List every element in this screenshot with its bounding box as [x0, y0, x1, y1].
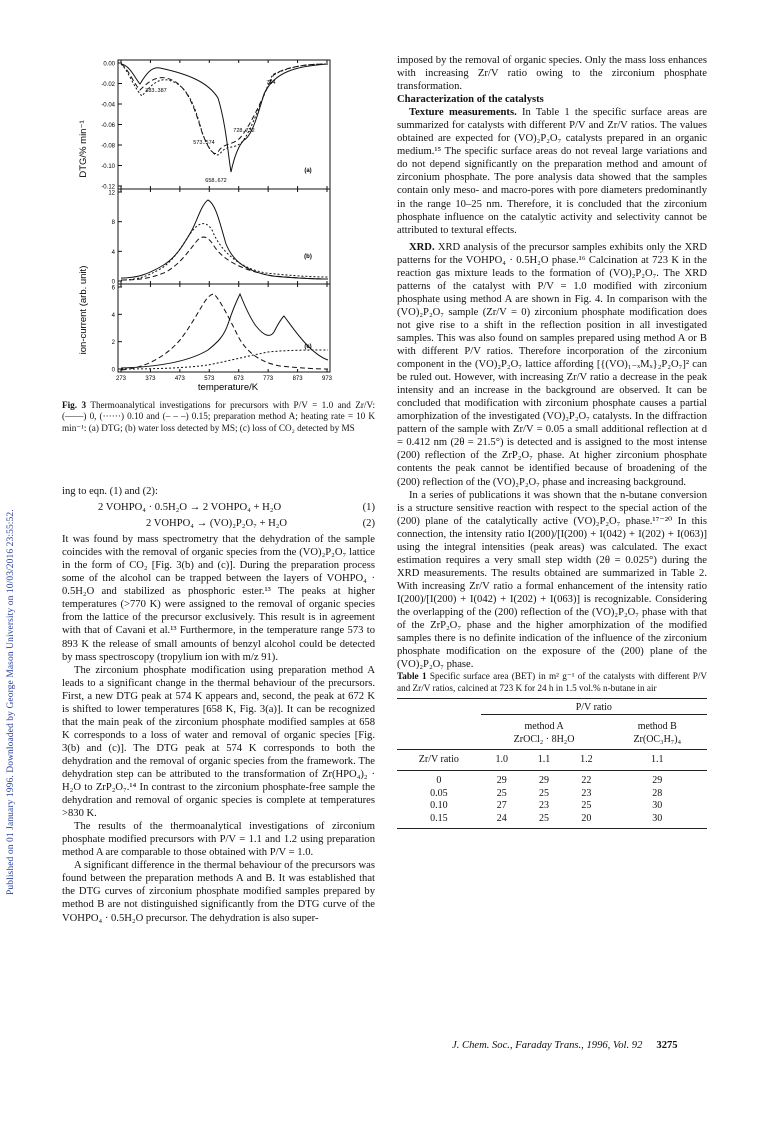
panel-frame-c: [118, 284, 330, 372]
x-tick-label: 373: [145, 376, 156, 382]
xrd-body: XRD analysis of the precursor samples exhibits only the XRD patterns for the VOHPO₄ · 0.5H₂O phase.¹⁶ Calcination at 723 K in the reaction gas mixture leads to the formation of (VO)₂P₂O₇. The XRD patterns of the catalyst with P/V = 1.0 modified with zirconium phosphate using method A are shown in Fig. 4. In comparison with the (VO)₂P₂O₇ sample (Zr/V = 0) zirconium phosphate modification does not give rise to a shift in the reflection position in all investigated samples. This was also found on samples prepared using method A or B with different P/V ratios. Therefore incorporation of the zirconium component in the (VO)₂P₂O₇ lattice affording [{(VO)₁₋ₓMₓ}₂P₂O₇]² can be ruled out. However, with increasing Zr/V ratio a decrease in the peak intensity and an increase in the background are observed. It can be concluded that modification with zirconium phosphate causes a partial amorphization of the investigated (VO)₂P₂O₇ catalysts. In the diffraction pattern of the sample with Zr/V = 0.05 a small additional reflection at d = 0.412 nm (2θ = 21.5°) is detected and is assigned to the most intense (200) reflection of the ZrP₂O₇ phase. At higher zirconium phosphate contents the peak cannot be identified because of broadening of the (200) reflection of the (VO)₂P₂O₇ phase and increasing background.: [397, 241, 707, 488]
table-row: [397, 788, 707, 800]
equation-2-number: (2): [362, 518, 375, 530]
page-number: 3275: [656, 1040, 678, 1051]
y-tick-label: 0.00: [103, 61, 115, 68]
table-method-b-sub: Zr(OC₃H₇)₄: [633, 733, 682, 745]
xrd-paragraph: [397, 241, 707, 489]
table-row: [397, 813, 707, 829]
table-group-row: [397, 698, 707, 714]
table-cell: 29: [652, 775, 663, 787]
panel-label: (b): [304, 254, 312, 260]
y-tick-label: 12: [108, 190, 115, 197]
table-cell: 23: [581, 787, 592, 799]
table-1-caption: [397, 671, 707, 694]
table-cell: 0.05: [430, 787, 448, 799]
table-cell: 25: [539, 787, 550, 799]
peak-annotation: 573..574: [193, 140, 215, 146]
right-column: [397, 54, 707, 829]
y-tick-label: 8: [111, 220, 115, 227]
table-cell: 28: [652, 787, 663, 799]
y-tick-label: 0: [111, 279, 115, 286]
journal-citation: J. Chem. Soc., Faraday Trans., 1996, Vol. 92: [452, 1040, 643, 1051]
table-method-sub-row: [397, 734, 707, 750]
table-cell: 29: [496, 775, 507, 787]
table-header-cell: Zr/V ratio: [418, 754, 459, 766]
figure-3-plot: [68, 54, 368, 394]
figure-3-caption: [62, 400, 375, 434]
figure-3-caption-text: Thermoanalytical investigations for precursors with P/V = 1.0 and Zr/V: (——) 0, (······) 0.10 and (– – –) 0.15; preparation method A; heating rate = 10 K min⁻¹: (a) DTG; (b) water loss detected by MS; (c) loss of CO₂ detected by MS: [62, 400, 375, 433]
equation-1: [62, 501, 375, 514]
x-tick-label: 673: [233, 376, 244, 382]
table-cell: 0: [436, 775, 442, 787]
x-tick-label: 473: [174, 376, 185, 382]
y-tick-label: 4: [111, 249, 115, 256]
figure-3: [68, 54, 368, 394]
table-method-row: [397, 715, 707, 734]
peak-annotation: 383..387: [145, 88, 167, 94]
table-cell: 24: [496, 812, 507, 824]
left-paragraph-4: A significant difference in the thermal behaviour of the precursors was found between the preparation methods A and B. It was established that the DTG curves of zirconium phosphate modified samples prepared by method B are not distinguished significantly from the DTG curve of the VOHPO₄ · 0.5H₂O precursor. The dehydration is also super-: [62, 860, 375, 924]
left-paragraph-2: The zirconium phosphate modification using preparation method A leads to a significant change in the thermal behaviour of the precursors. First, a new DTG peak at 574 K appears and, second, the peak at 672 K is shifted to lower temperatures [658 K, Fig. 3(a)]. It can be recognized that the main peak of the zirconium phosphate modified samples at 658 K corresponds to a loss of water and removal of organic species [Fig. 3(b) and (c)]. The DTG peak at 574 K corresponds to both the dehydration and the removal of organic species from the framework. The dehydration step can be attributed to the transformation of Zr(HPO₄)₂ · H₂O to ZrP₂O₇.¹⁴ In contrast to the zirconium phosphate-free sample the dehydration and removal of organic species is complete at temperatures >830 K.: [62, 664, 375, 820]
right-paragraph-0: imposed by the removal of organic species. Only the mass loss enhances with increasing Zr/V ratio owing to the zirconium phosphate transformation.: [397, 55, 707, 93]
water-curve-zr0: [121, 200, 328, 279]
page-footer: [452, 1040, 678, 1051]
peak-annotation: 728..732: [233, 128, 255, 134]
dtg-curve-zr010: [121, 64, 328, 155]
download-stamp: [6, 255, 20, 895]
texture-paragraph: [397, 106, 707, 236]
nbutane-paragraph: In a series of publications it was shown that the n-butane conversion is a structure sensitive reaction with respect to the special action of the (200) plane of the catalytically active (VO)₂P₂O₇ phase.¹⁷⁻²⁰ In this connection, the intensity ratio I(200)/[I(200) + I(042) + I(202) + I(063)] using the integral intensities (peak areas) was calculated. The exact estimation requires a very small step width (2θ = 0.025°) during the XRD measurements. The results obtained are summarized in Table 2. With increasing Zr/V ratio a formal enhancement of the intensity ratio I(200)/[I(200) + I(042) + I(202) + I(063)] is recognizable. Considering the overlapping of the (200) reflection of the (VO)₂P₂O₇ phase with that of the ZrP₂O₇ phase and the higher amorphization of the modified samples there is no definite indication of the influence of the zirconium phosphate modification on the exposure of the (200) plane of the (VO)₂P₂O₇ phase.: [397, 489, 707, 671]
y-tick-label: -0.10: [101, 164, 115, 170]
table-cell: 30: [652, 812, 663, 824]
water-curve-zr015: [121, 237, 328, 280]
table-group-header: P/V ratio: [481, 698, 707, 714]
peak-annotation: 794: [266, 80, 276, 86]
texture-body: In Table 1 the specific surface areas are summarized for catalysts with different P/V and Zr/V ratios. The values obtained are expected for (VO)₂P₂O₇ catalysts prepared in an organic medium.¹⁵ The specific surface areas do not reveal large variations and do not depend significantly on the preparation method and amount of zirconium phosphate. The pore analysis data showed that the samples contain only meso- and macro-pores with pore diameters predominantly in the range 10–25 nm. Therefore, it is concluded that the zirconium phosphate influence on the catalytic activity and selectivity cannot be attributed to textural effects.: [397, 107, 707, 236]
equation-2: [62, 517, 375, 530]
table-1-label: Table 1: [397, 671, 427, 682]
table-header-cell: 1.1: [651, 754, 664, 766]
table-cell: 22: [581, 775, 592, 787]
y-tick-label: 2: [111, 340, 115, 347]
table-cell: 20: [581, 812, 592, 824]
table-cell: 25: [581, 800, 592, 812]
left-paragraph-3: The results of the thermoanalytical investigations of zirconium phosphate modified precursors with P/V = 1.1 and 1.2 using preparation method A are comparable to those obtained with P/V = 1.0.: [62, 821, 375, 859]
dtg-curve-zr0: [121, 64, 328, 172]
panel-label: (c): [304, 344, 312, 350]
table-row: [397, 800, 707, 812]
download-stamp-text: Published on 01 January 1996. Downloaded by George Mason University on 10/03/2016 23:55:52.: [6, 509, 16, 895]
x-tick-label: 273: [115, 376, 127, 382]
equation-1-number: (1): [362, 502, 375, 514]
table-cell: 30: [652, 800, 663, 812]
table-header-row: [397, 750, 707, 771]
equation-1-body: 2 VOHPO₄ · 0.5H₂O → 2 VOHPO₄ + H₂O: [98, 502, 282, 514]
y-tick-label: -0.04: [101, 102, 115, 109]
table-method-b: method B: [637, 721, 677, 733]
table-cell: 23: [539, 800, 550, 812]
y-tick-label: -0.06: [101, 123, 115, 129]
peak-annotation: 658..672: [205, 178, 227, 184]
figure-3-caption-label: Fig. 3: [62, 400, 87, 410]
co2-curve-zr0: [121, 294, 328, 368]
table-header-cell: 1.1: [537, 754, 551, 766]
table-method-a: method A: [524, 721, 564, 733]
xrd-heading: XRD.: [409, 241, 435, 253]
ion-axis-label: ion-current (arb. unit): [78, 265, 89, 355]
texture-heading: Texture measurements.: [409, 107, 517, 119]
left-column: [62, 485, 375, 925]
equation-2-body: 2 VOHPO₄ → (VO)₂P₂O₇ + H₂O: [146, 518, 288, 530]
x-tick-label: 973: [321, 376, 333, 382]
x-axis-label: temperature/K: [197, 382, 259, 393]
y-tick-label: -0.02: [101, 82, 115, 88]
section-heading: Characterization of the catalysts: [397, 94, 544, 106]
panel-label: (a): [304, 168, 312, 174]
table-header-cell: 1.2: [580, 754, 593, 766]
x-tick-label: 873: [292, 376, 303, 382]
table-cell: 25: [496, 787, 507, 799]
left-paragraph-0: ing to eqn. (1) and (2):: [62, 486, 158, 497]
dtg-axis-label: DTG/% min⁻¹: [78, 120, 89, 178]
table-1: [397, 698, 707, 829]
table-cell: 0.10: [430, 800, 448, 812]
table-cell: 25: [539, 812, 550, 824]
table-header-cell: 1.0: [495, 754, 508, 766]
left-paragraph-1: It was found by mass spectrometry that the dehydration of the sample coincides with the removal of organic species from the (VO)₂P₂O₇ lattice in the form of CO₂ [Fig. 3(b) and (c)]. During the preparation process some of the alcohol can be trapped between the layers of VOHPO₄ · 0.5H₂O and stabilized as phosphoric ester.¹³ The peaks at higher temperatures (>770 K) were assigned to the removal of organic species from the lattice of the precursor exclusively. This result is in agreement with that of Cavani et al.¹³ Furthermore, in the temperature range 573 to 893 K the release of small amounts of benzyl alcohol could be detected by mass spectroscopy (tropylium ion with m/z 91).: [62, 534, 375, 663]
table-cell: 29: [539, 775, 550, 787]
y-tick-label: 0: [111, 367, 115, 374]
table-cell: 27: [496, 800, 507, 812]
x-tick-label: 773: [263, 376, 274, 382]
dtg-curve-zr015: [121, 64, 328, 154]
y-tick-label: 4: [111, 312, 115, 319]
table-1-caption-text: Specific surface area (BET) in m² g⁻¹ of the catalysts with different P/V and Zr/V ratios, calcined at 723 K for 24 h in 1.5 vol.% n-butane in air: [397, 671, 707, 693]
y-tick-label: -0.12: [101, 184, 115, 191]
y-tick-label: 6: [111, 285, 115, 292]
table-cell: 0.15: [430, 812, 448, 824]
table-row: [397, 771, 707, 788]
table-method-a-sub: ZrOCl₂ · 8H₂O: [513, 733, 575, 745]
y-tick-label: -0.08: [101, 143, 115, 150]
x-tick-label: 573: [204, 376, 215, 382]
